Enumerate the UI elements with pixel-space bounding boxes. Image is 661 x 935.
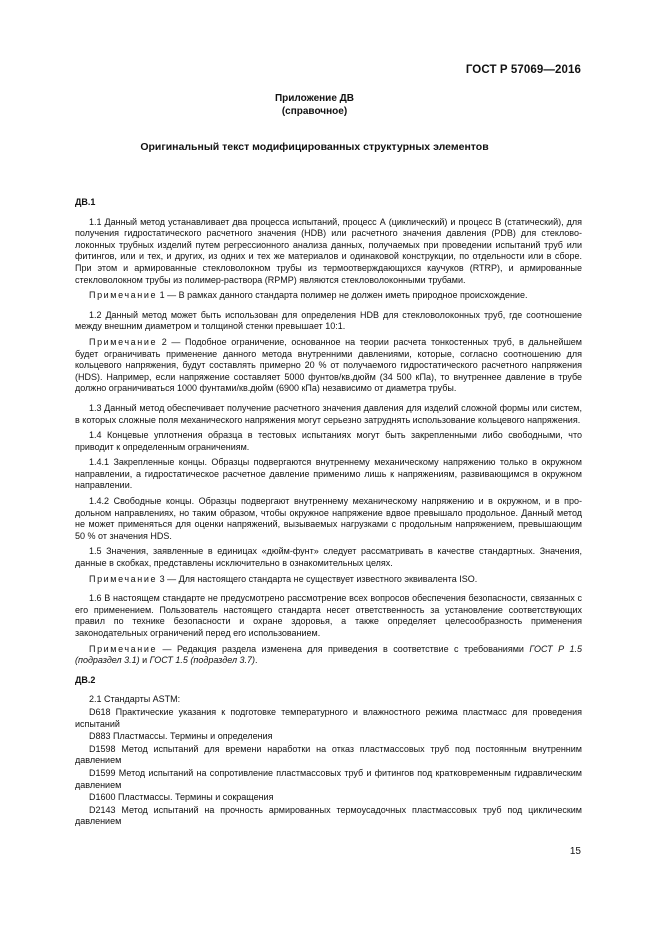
paragraph-1-1: 1.1 Данный метод устанавливает два процесса испытаний, процесс А (циклический) и процесс В (статический), для получения гидростатического расчетного значения (HDB) или расчетного значения давления (PDB) для стекловолоконных трубных изделий путем регрессионного анализа данных, получаемых при проведении испытаний труб или фитингов, или и тех, и других, из одних и тех же материалов и одинаковой конструкции, по отдельности или в сборе. При этом и армированные стекловолокном трубы из термоотверждающихся каучуков (RTRP), и армированные стекловолокном трубы из полимер-раствора (RPMP) являются стекловолоконными трубами.	[75, 216, 582, 285]
section-heading-dv2: ДВ.2	[75, 674, 96, 685]
document-body	[75, 197, 582, 829]
note-2	[75, 337, 582, 395]
note-text: 2 — Подобное ограничение, основанное на теории расчета тонкостенных труб, в дальнейшем будет ограничивать применение данного метода внутренними давлениями, которые, согласно соотношению для кольцевого напряжения, будут составлять примерно 20 % от получаемого гидростатического расчетного напряжения (HDS). Например, если напряжение составляет 5000 фунтов/кв.дюйм (34 500 кПа), то внутреннее давление в трубе должно ограничиваться 1000 фунтами/кв.дюйм (6900 кПа) независимо от диаметра трубы.	[75, 336, 582, 394]
section-heading-dv1: ДВ.1	[75, 197, 96, 207]
note-3	[75, 574, 582, 586]
astm-ref-d618: D618 Практические указания к подготовке температурного и влажностного режима пластмасс для проведения испытаний	[75, 706, 582, 729]
note-conj: и	[139, 655, 150, 666]
note-1	[75, 290, 582, 302]
astm-ref-d1599: D1599 Метод испытаний на сопротивление пластмассовых труб и фитингов под кратковременным гидравлическим давлением	[75, 767, 582, 790]
note-ref-gost-r: ГОСТ Р 1.5 (подраздел 3.1)	[75, 643, 583, 666]
appendix-heading	[0, 92, 629, 118]
paragraph-1-6: 1.6 В настоящем стандарте не предусмотрено рассмотрение всех вопросов обеспечения безопасности, связанных с его применением. Пользователь настоящего стандарта несет ответственность за установление соответствующих правил по технике безопасности и охране здоровья, а также определяет целесообразность применения законодательных ограничений перед его использованием.	[75, 593, 582, 638]
appendix-kind: (справочное)	[281, 106, 348, 117]
standard-id-header: ГОСТ Р 57069—2016	[465, 64, 581, 76]
paragraph-1-3: 1.3 Данный метод обеспечивает получение расчетного значения давления для изделий сложной формы или систем, в которых сложные поля механического напряжения могут серьезно затруднять использование кольцевого напряжения.	[75, 402, 582, 425]
note-text: 3 — Для настоящего стандарта не существует известного эквивалента ISO.	[157, 573, 478, 584]
paragraph-1-4: 1.4 Концевые уплотнения образца в тестовых испытаниях могут быть закрепленными либо свободными, что приводит к определенным ограничениям.	[75, 430, 582, 452]
note-text: — Редакция раздела изменена для приведения в соответствие с требованиями	[157, 643, 530, 654]
paragraph-2-1: 2.1 Стандарты ASTM:	[89, 694, 181, 705]
note-label: Примечание	[89, 336, 158, 347]
astm-ref-d1598: D1598 Метод испытаний для времени наработки на отказ пластмассовых труб под постоянным внутренним давлением	[75, 743, 582, 766]
paragraph-1-4-1: 1.4.1 Закрепленные концы. Образцы подвергаются внутреннему механическому напряжению только в окружном направлении, а гидростатическое расчетное давление применимо лишь к напряжениям, развивающимся в окружном направлении.	[75, 457, 582, 491]
note-text: 1 — В рамках данного стандарта полимер не должен иметь природное происхождение.	[157, 290, 528, 301]
note-label: Примечание	[89, 643, 158, 654]
page-number: 15	[569, 846, 581, 857]
astm-ref-d883: D883 Пластмассы. Термины и определения	[89, 731, 273, 742]
note-4	[75, 644, 582, 667]
appendix-name: Приложение ДВ	[274, 93, 355, 104]
astm-ref-d1600: D1600 Пластмассы. Термины и сокращения	[89, 792, 274, 803]
astm-ref-d2143: D2143 Метод испытаний на прочность армированных термоусадочных пластмассовых труб под циклическим давлением	[75, 804, 582, 827]
paragraph-1-5: 1.5 Значения, заявленные в единицах «дюйм-фунт» следует рассматривать в качестве стандартных. Значения, данные в скобках, представлены исключительно в ознакомительных целях.	[75, 546, 582, 569]
appendix-title: Оригинальный текст модифицированных структурных элементов	[140, 141, 489, 153]
paragraph-1-2: 1.2 Данный метод может быть использован для определения HDB для стекловолоконных труб, где соотношение между внешним диаметром и толщиной стенки превышает 10:1.	[75, 309, 582, 332]
note-label: Примечание	[89, 573, 158, 584]
paragraph-1-4-2: 1.4.2 Свободные концы. Образцы подвергают внутреннему механическому напряжению и в окружном, и в продольном направлениях, но таким образом, чтобы окружное напряжение вдвое превышало продольное. Данный метод не может применяться для оценки напряжений, вызываемых нагрузками с продольным напряжением, превышающим 50 % от значения HDS.	[75, 496, 582, 541]
note-label: Примечание	[89, 290, 158, 301]
note-ref-gost: ГОСТ 1.5 (подраздел 3.7)	[149, 655, 256, 666]
note-end: .	[255, 655, 258, 666]
